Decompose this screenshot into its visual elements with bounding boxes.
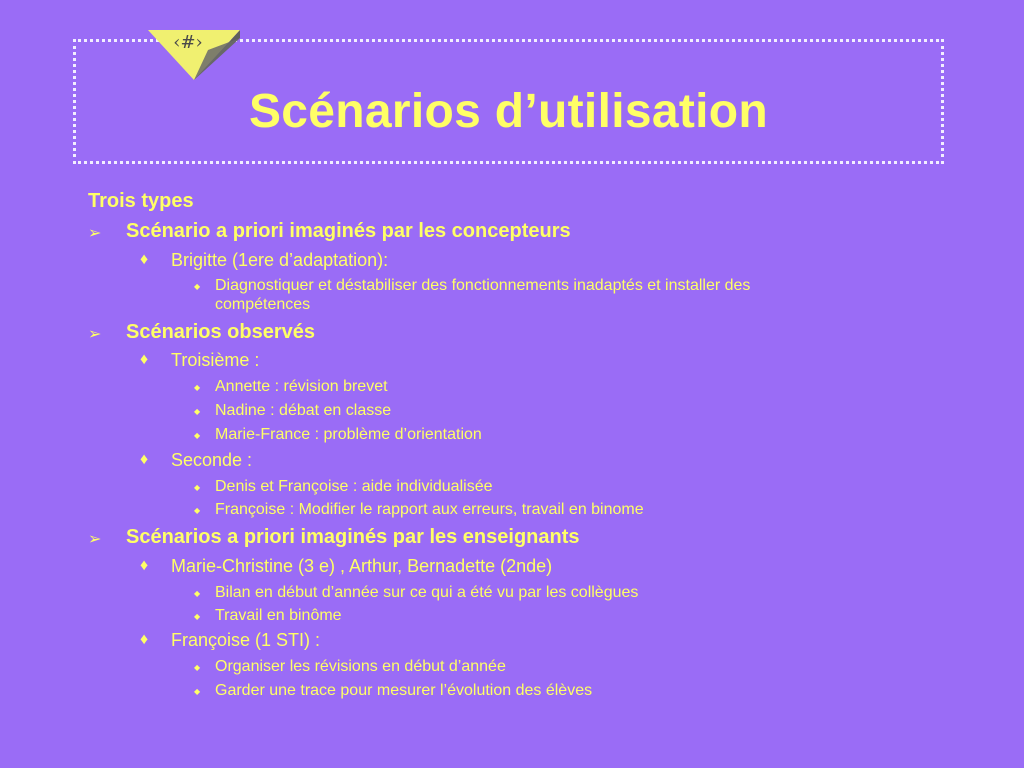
list-item: Travail en binôme [215, 607, 342, 624]
arrowhead-bullet-icon: ➢ [88, 225, 102, 242]
list-item: Garder une trace pour mesurer l’évolution des élèves [215, 682, 593, 699]
small-diamond-bullet-icon: ◆ [194, 589, 201, 598]
group-label: Seconde : [171, 450, 253, 470]
section-label: Scénario a priori imaginés par les concepteurs [126, 220, 571, 242]
small-diamond-bullet-icon: ◆ [194, 407, 201, 416]
arrowhead-bullet-icon: ➢ [88, 531, 102, 548]
group-label: Françoise (1 STI) : [171, 630, 321, 650]
diamond-bullet-icon: ♦ [140, 251, 149, 268]
list-item: Françoise : Modifier le rapport aux erreurs, travail en binome [215, 501, 644, 518]
list-item: Organiser les révisions en début d’année [215, 658, 506, 675]
small-diamond-bullet-icon: ◆ [194, 506, 201, 515]
list-item: Diagnostiquer et déstabiliser des fonctionnements inadaptés et installer des [215, 277, 751, 294]
slide-title: Scénarios d’utilisation [248, 85, 768, 138]
intro-text: Trois types [88, 190, 194, 212]
arrowhead-bullet-icon: ➢ [88, 326, 102, 343]
section-label: Scénarios observés [126, 321, 315, 343]
small-diamond-bullet-icon: ◆ [194, 282, 201, 291]
diamond-bullet-icon: ♦ [140, 557, 149, 574]
list-item: Nadine : débat en classe [215, 402, 392, 419]
group-label: Brigitte (1ere d’adaptation): [171, 250, 389, 270]
small-diamond-bullet-icon: ◆ [194, 483, 201, 492]
diamond-bullet-icon: ♦ [140, 631, 149, 648]
list-item: Denis et Françoise : aide individualisée [215, 478, 493, 495]
diamond-bullet-icon: ♦ [140, 351, 149, 368]
page-number: ‹#› [173, 32, 203, 53]
group-label: Marie-Christine (3 e) , Arthur, Bernadette (2nde) [171, 556, 553, 576]
section-label: Scénarios a priori imaginés par les enseignants [126, 526, 580, 548]
small-diamond-bullet-icon: ◆ [194, 612, 201, 621]
group-label: Troisième : [171, 350, 260, 370]
list-item: compétences [215, 296, 311, 313]
small-diamond-bullet-icon: ◆ [194, 383, 201, 392]
list-item: Annette : révision brevet [215, 378, 388, 395]
diamond-bullet-icon: ♦ [140, 451, 149, 468]
small-diamond-bullet-icon: ◆ [194, 687, 201, 696]
small-diamond-bullet-icon: ◆ [194, 431, 201, 440]
small-diamond-bullet-icon: ◆ [194, 663, 201, 672]
list-item: Marie-France : problème d’orientation [215, 426, 482, 443]
list-item: Bilan en début d’année sur ce qui a été vu par les collègues [215, 584, 639, 601]
